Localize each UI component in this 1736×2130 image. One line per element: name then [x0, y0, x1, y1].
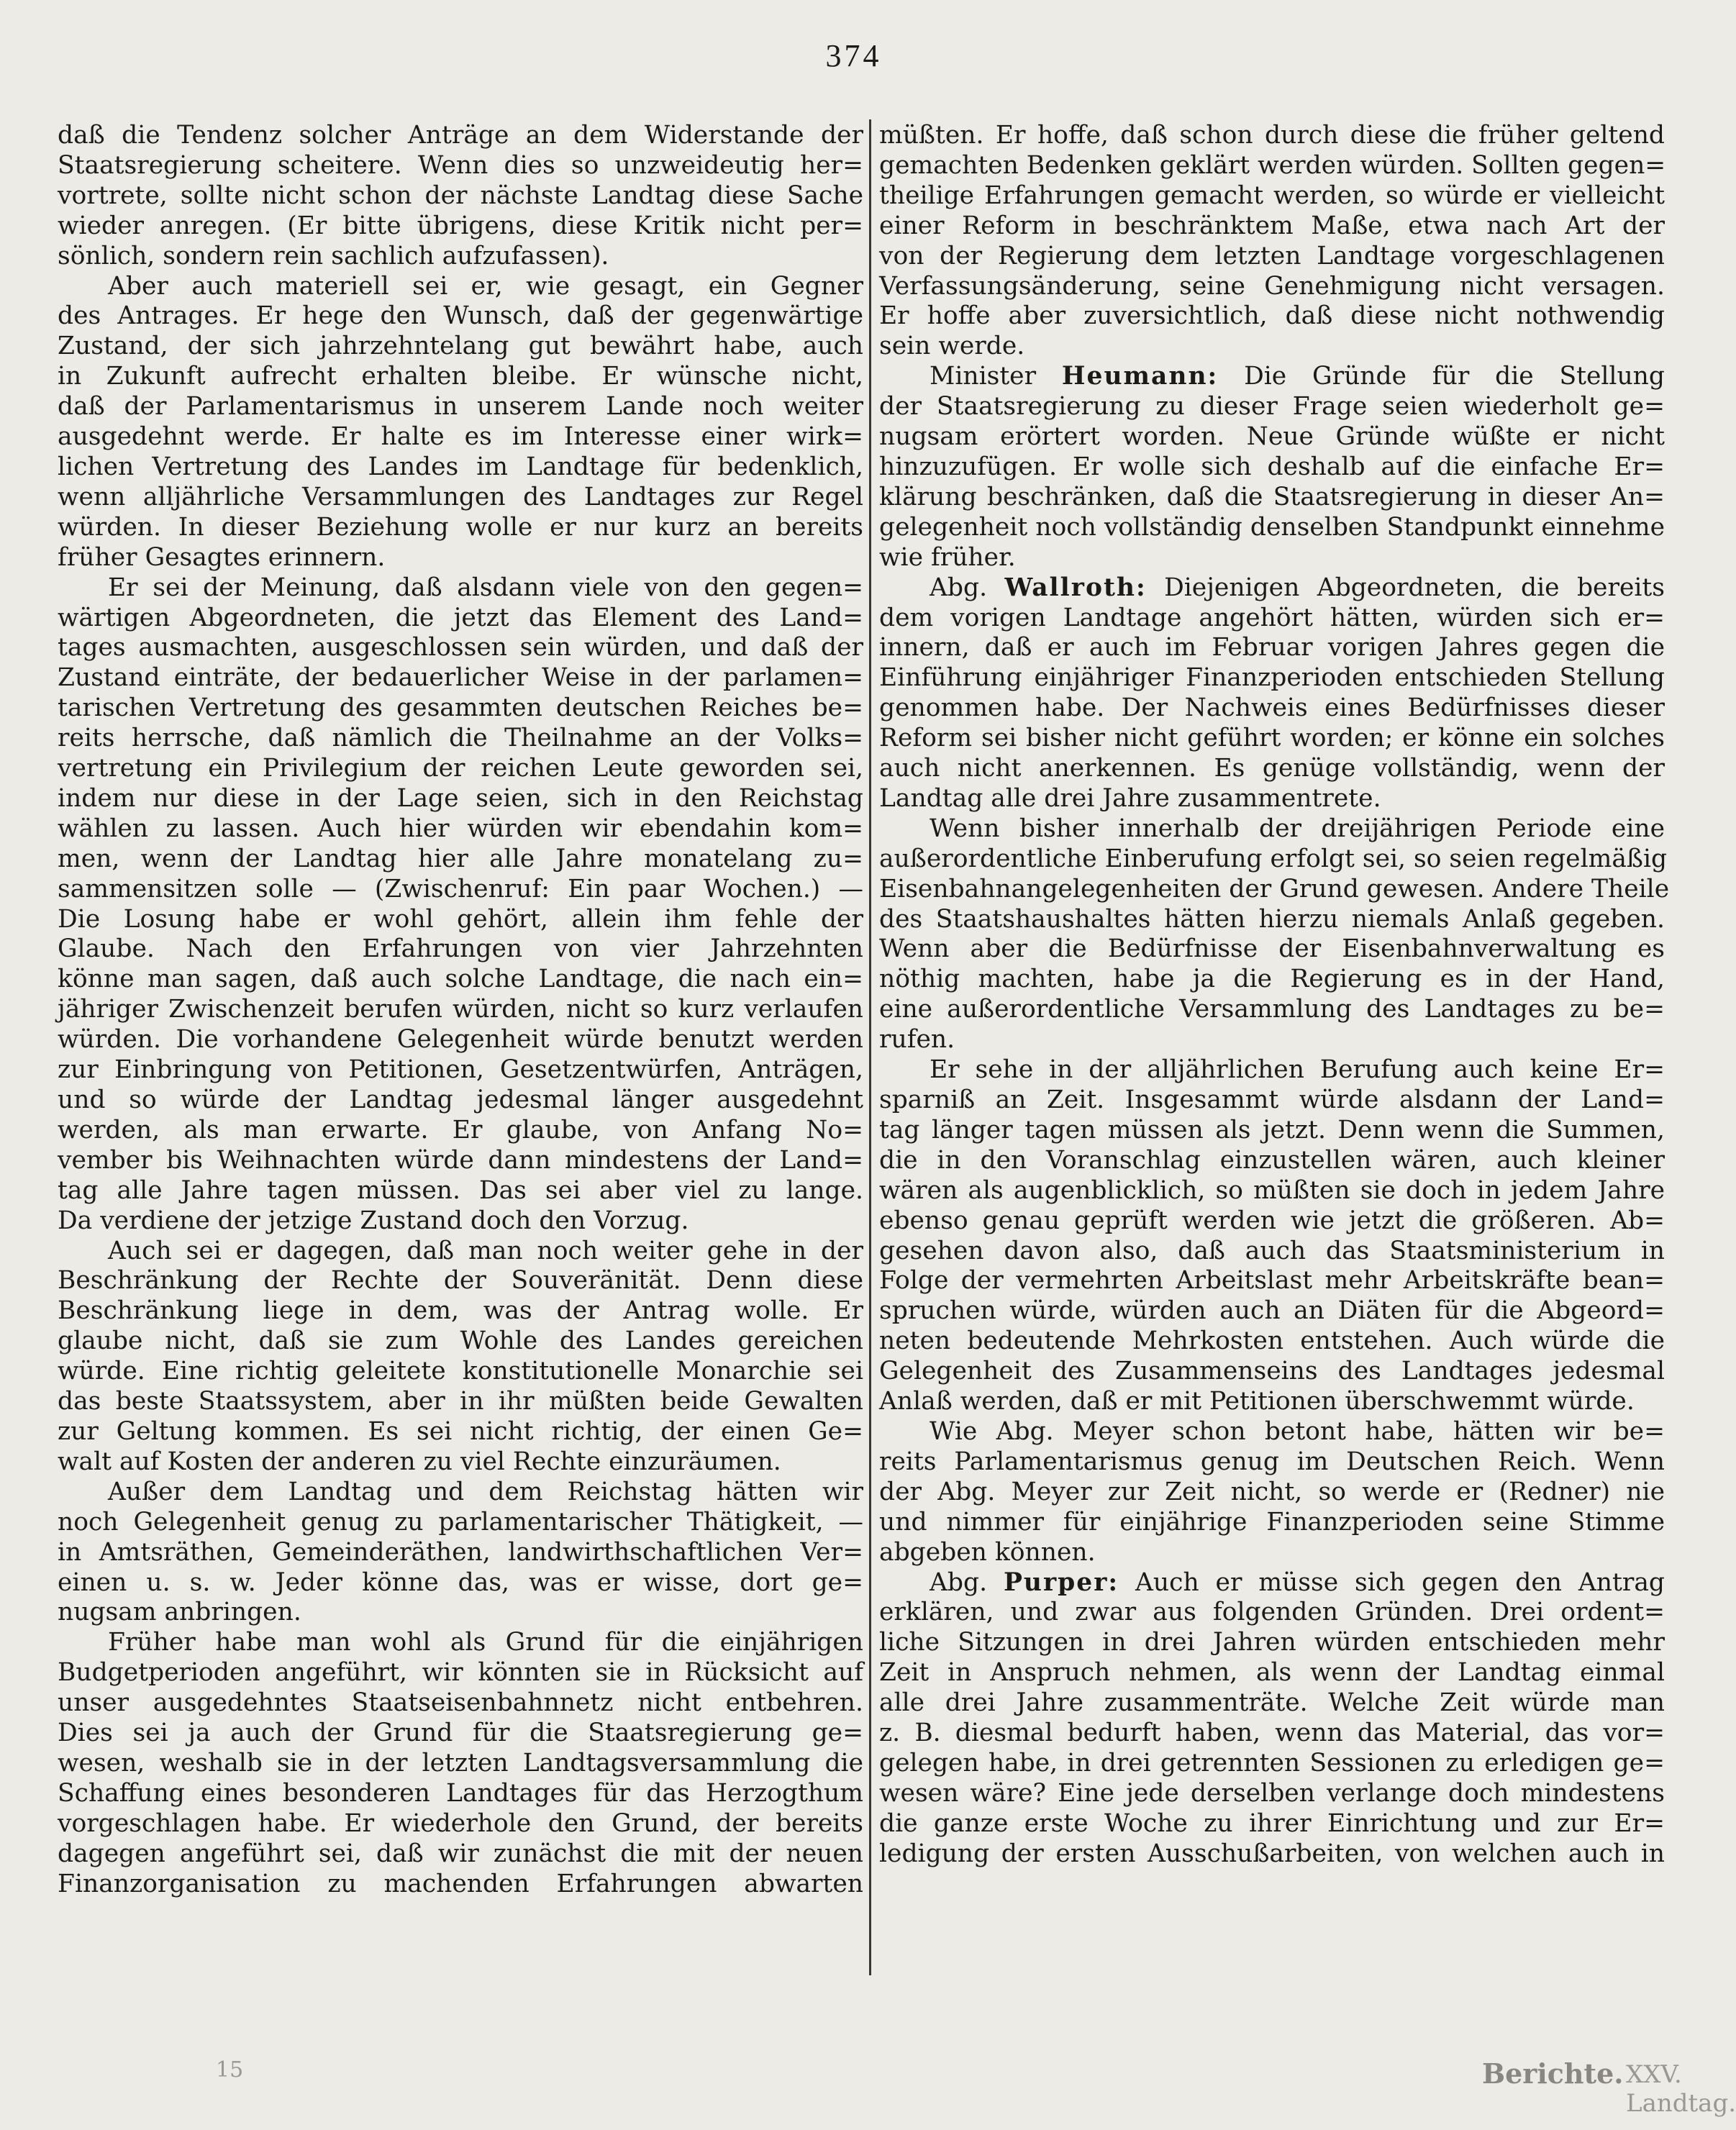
speaker-name: Purper: [1003, 1567, 1119, 1597]
text-line: Er hoffe aber zuversichtlich, daß diese nicht nothwendig [879, 301, 1665, 331]
text-line: Beschränkung der Rechte der Souveränität. Denn diese [58, 1266, 863, 1296]
text-line: men, wenn der Landtag hier alle Jahre monatelang zu= [58, 844, 863, 873]
text-line: Aber auch materiell sei er, wie gesagt, ein Gegner [108, 271, 863, 301]
speaker-name: Wallroth: [1004, 573, 1147, 602]
text-line: wieder anregen. (Er bitte übrigens, diese Kritik nicht per= [58, 211, 863, 240]
text-line: Wenn bisher innerhalb der dreijährigen Periode eine [930, 814, 1665, 843]
text-line: und so würde der Landtag jedesmal länger ausgedehnt [58, 1086, 863, 1114]
text-line: Landtag alle drei Jahre zusammentrete. [879, 783, 1381, 813]
text-line: jähriger Zwischenzeit berufen würden, nicht so kurz verlaufen [58, 995, 863, 1024]
text-line: der Staatsregierung zu dieser Frage seien wiederholt ge= [879, 392, 1665, 422]
text-line: Er sehe in der alljährlichen Berufung auch keine Er= [930, 1055, 1665, 1085]
text-line: vertretung ein Privilegium der reichen Leute geworden sei, [58, 754, 863, 783]
text-line: Die Losung habe er wohl gehört, allein ihm fehle der [58, 904, 863, 934]
text-line: Dies sei ja auch der Grund für die Staatsregierung ge= [58, 1719, 863, 1748]
text-line: nugsam anbringen. [58, 1598, 301, 1627]
text-line: Außer dem Landtag und dem Reichstag hätten wir [108, 1477, 863, 1506]
text-line: erklären, und zwar aus folgenden Gründen. Drei ordent= [879, 1598, 1665, 1627]
text-line: glaube nicht, daß sie zum Wohle des Landes gereichen [58, 1326, 863, 1356]
text-line: Reform sei bisher nicht geführt worden; er könne ein solches [879, 724, 1665, 753]
column-rule [869, 119, 871, 1975]
text-line: Zeit in Anspruch nehmen, als wenn der Landtag einmal [879, 1658, 1665, 1688]
text-line: theilige Erfahrungen gemacht werden, so würde er vielleicht [879, 181, 1665, 210]
text-line: indem nur diese in der Lage seien, sich in den Reichstag [58, 783, 863, 813]
text-line: einer Reform in beschränktem Maße, etwa nach Art der [879, 211, 1665, 240]
text-line: tages ausmachten, ausgeschlossen sein würden, und daß der [58, 633, 863, 663]
text-line: tag länger tagen müssen als jetzt. Denn wenn die Summen, [879, 1115, 1665, 1144]
text-line: nöthig machten, habe ja die Regierung es in der Hand, [879, 965, 1665, 994]
speaker-prefix: Abg. [930, 1567, 1004, 1597]
text-line: ebenso genau geprüft werden wie jetzt die größeren. Ab= [879, 1206, 1665, 1235]
text-line: spruchen würde, würden auch an Diäten für die Abgeord= [879, 1296, 1665, 1326]
text-line: tag alle Jahre tagen müssen. Das sei aber viel zu lange. [58, 1175, 863, 1205]
speaker-text: Diejenigen Abgeordneten, die bereits [1146, 573, 1665, 602]
text-line: Schaffung eines besonderen Landtages für das Herzogthum [58, 1778, 863, 1808]
text-line: wie früher. [879, 542, 1016, 572]
text-line: Zustand einträte, der bedauerlicher Weise in der parlamen= [58, 663, 863, 693]
text-line: das beste Staatssystem, aber in ihr müßten beide Gewalten [58, 1387, 863, 1416]
text-line: einen u. s. w. Jeder könne das, was er wisse, dort ge= [58, 1567, 863, 1597]
text-line: alle drei Jahre zusammenträte. Welche Zeit würde man [879, 1688, 1665, 1718]
text-line: Beschränkung liege in dem, was der Antrag wolle. Er [58, 1296, 863, 1326]
text-line: noch Gelegenheit genug zu parlamentarischer Thätigkeit, — [58, 1507, 863, 1537]
footer-title: Berichte. [1482, 2057, 1624, 2090]
speaker-text: Die Gründe für die Stellung [1218, 362, 1665, 391]
text-line: unser ausgedehntes Staatseisenbahnnetz nicht entbehren. [58, 1688, 863, 1718]
text-line: wenn alljährliche Versammlungen des Landtages zur Regel [58, 482, 863, 511]
text-line: hinzuzufügen. Er wolle sich deshalb auf die einfache Er= [879, 452, 1665, 481]
page-footer [216, 2057, 1736, 2118]
text-line [879, 1568, 1665, 1598]
text-line: außerordentliche Einberufung erfolgt sei, so seien regelmäßig [879, 844, 1668, 873]
signature-number: 15 [216, 2057, 244, 2083]
text-line: Staatsregierung scheitere. Wenn dies so unzweideutig her= [58, 150, 863, 180]
text-line: Zustand, der sich jahrzehntelang gut bewährt habe, auch [58, 332, 863, 361]
text-line: sein werde. [879, 332, 1025, 361]
text-line: dem vorigen Landtage angehört hätten, würden sich er= [879, 603, 1665, 632]
text-line: und nimmer für einjährige Finanzperioden seine Stimme [879, 1507, 1665, 1537]
text-line: liche Sitzungen in drei Jahren würden entschieden mehr [879, 1628, 1665, 1657]
text-line: Glaube. Nach den Erfahrungen von vier Jahrzehnten [58, 934, 863, 964]
text-line: in Amtsräthen, Gemeinderäthen, landwirthschaftlichen Ver= [58, 1537, 863, 1567]
text-line: wählen zu lassen. Auch hier würden wir ebendahin kom= [58, 814, 863, 843]
text-line: sparniß an Zeit. Insgesammt würde alsdann der Land= [879, 1086, 1665, 1114]
speaker-name: Heumann: [1061, 362, 1219, 391]
text-line: auch nicht anerkennen. Es genüge vollständig, wenn der [879, 754, 1665, 783]
text-line: nugsam erörtert worden. Neue Gründe wüßte er nicht [879, 422, 1665, 452]
text-line: wesen, weshalb sie in der letzten Landtagsversammlung die [58, 1748, 863, 1778]
text-line: Finanzorganisation zu machenden Erfahrungen abwarten [58, 1869, 863, 1898]
text-line: gelegen habe, in drei getrennten Sessionen zu erledigen ge= [879, 1748, 1665, 1778]
text-line: von der Regierung dem letzten Landtage vorgeschlagenen [879, 241, 1665, 270]
text-line: des Staatshaushaltes hätten hierzu niemals Anlaß gegeben. [879, 904, 1665, 934]
text-line: tarischen Vertretung des gesammten deutschen Reiches be= [58, 693, 863, 723]
speaker-prefix: Abg. [930, 573, 1005, 602]
text-line: Verfassungsänderung, seine Genehmigung nicht versagen. [879, 271, 1665, 301]
text-line: innern, daß er auch im Februar vorigen Jahres gegen die [879, 633, 1665, 663]
text-line: abgeben können. [879, 1537, 1096, 1567]
text-line: würden. In dieser Beziehung wolle er nur kurz an bereits [58, 512, 863, 542]
text-line: walt auf Kosten der anderen zu viel Rechte einzuräumen. [58, 1447, 781, 1476]
text-line: dagegen angeführt sei, daß wir zunächst die mit der neuen [58, 1839, 863, 1868]
text-line: Eisenbahnangelegenheiten der Grund gewesen. Andere Theile [879, 874, 1670, 904]
text-line: eine außerordentliche Versammlung des Landtages zu be= [879, 995, 1665, 1024]
page-number: 374 [825, 38, 882, 73]
text-line: Er sei der Meinung, daß alsdann viele von den gegen= [108, 573, 863, 602]
text-line: der Abg. Meyer zur Zeit nicht, so werde er (Redner) nie [879, 1477, 1665, 1506]
speaker-prefix: Minister [930, 362, 1062, 391]
text-line: früher Gesagtes erinnern. [58, 542, 386, 572]
text-line: wären als augenblicklich, so müßten sie doch in jedem Jahre [879, 1175, 1665, 1205]
text-line: Da verdiene der jetzige Zustand doch den Vorzug. [58, 1206, 689, 1235]
text-line: wärtigen Abgeordneten, die jetzt das Element des Land= [58, 603, 863, 632]
text-line: gelegenheit noch vollständig denselben Standpunkt einnehme [879, 512, 1665, 542]
text-line: Auch sei er dagegen, daß man noch weiter gehe in der [108, 1236, 863, 1265]
text-line: reits Parlamentarismus genug im Deutschen Reich. Wenn [879, 1447, 1665, 1476]
text-line: z. B. diesmal bedurft haben, wenn das Material, das vor= [879, 1719, 1665, 1748]
text-line: Früher habe man wohl als Grund für die einjährigen [108, 1628, 863, 1657]
text-line: vortrete, sollte nicht schon der nächste Landtag diese Sache [58, 181, 863, 210]
text-line: Folge der vermehrten Arbeitslast mehr Arbeitskräfte bean= [879, 1266, 1665, 1296]
text-line: des Antrages. Er hege den Wunsch, daß der gegenwärtige [58, 301, 863, 331]
text-line: Gelegenheit des Zusammenseins des Landtages jedesmal [879, 1357, 1665, 1386]
text-line: ausgedehnt werde. Er halte es im Interesse einer wirk= [58, 422, 863, 452]
text-line: in Zukunft aufrecht erhalten bleibe. Er wünsche nicht, [58, 362, 863, 391]
left-column [58, 121, 863, 1899]
text-line: könne man sagen, daß auch solche Landtage, die nach ein= [58, 965, 863, 994]
text-line: wesen wäre? Eine jede derselben verlange doch mindestens [879, 1778, 1665, 1808]
text-line: genommen habe. Der Nachweis eines Bedürfnisses dieser [879, 693, 1665, 723]
text-line: sönlich, sondern rein sachlich aufzufassen). [58, 241, 609, 270]
right-column [879, 121, 1670, 1870]
text-line: zur Geltung kommen. Es sei nicht richtig, der einen Ge= [58, 1416, 863, 1446]
text-line: gemachten Bedenken geklärt werden würden. Sollten gegen= [879, 150, 1666, 180]
text-line: Wie Abg. Meyer schon betont habe, hätten wir be= [930, 1416, 1665, 1446]
text-line: Anlaß werden, daß er mit Petitionen überschwemmt würde. [879, 1387, 1635, 1416]
text-line: Wenn aber die Bedürfnisse der Eisenbahnverwaltung es [879, 934, 1665, 964]
text-line: vorgeschlagen habe. Er wiederhole den Grund, der bereits [58, 1808, 863, 1838]
text-line: lichen Vertretung des Landes im Landtage für bedenklich, [58, 452, 863, 481]
text-line: ledigung der ersten Ausschußarbeiten, von welchen auch in [879, 1839, 1665, 1868]
text-line: neten bedeutende Mehrkosten entstehen. Auch würde die [879, 1326, 1665, 1356]
text-line: sammensitzen solle — (Zwischenruf: Ein paar Wochen.) — [58, 874, 863, 904]
text-line: daß die Tendenz solcher Anträge an dem Widerstande der [58, 121, 863, 150]
text-line: vember bis Weihnachten würde dann mindestens der Land= [58, 1145, 863, 1175]
text-line: zur Einbringung von Petitionen, Gesetzentwürfen, Anträgen, [58, 1055, 863, 1085]
text-line: würde. Eine richtig geleitete konstitutionelle Monarchie sei [58, 1357, 863, 1386]
text-line: Budgetperioden angeführt, wir könnten sie in Rücksicht auf [58, 1658, 863, 1688]
text-line: würden. Die vorhandene Gelegenheit würde benutzt werden [58, 1025, 863, 1055]
text-line: rufen. [879, 1025, 955, 1055]
speaker-text: Auch er müsse sich gegen den Antrag [1119, 1567, 1665, 1597]
text-line [879, 573, 1665, 604]
text-line: gesehen davon also, daß auch das Staatsministerium in [879, 1236, 1665, 1265]
text-line [879, 362, 1665, 392]
text-line: die ganze erste Woche zu ihrer Einrichtung und zur Er= [879, 1808, 1665, 1838]
footer-subtitle: XXV. Landtag. [1626, 2060, 1736, 2118]
text-line: klärung beschränken, daß die Staatsregierung in dieser An= [879, 482, 1665, 511]
text-line: werden, als man erwarte. Er glaube, von Anfang No= [58, 1115, 863, 1144]
text-line: müßten. Er hoffe, daß schon durch diese die früher geltend [879, 121, 1665, 150]
text-line: reits herrsche, daß nämlich die Theilnahme an der Volks= [58, 724, 863, 753]
text-line: die in den Voranschlag einzustellen wären, auch kleiner [879, 1145, 1665, 1175]
text-line: Einführung einjähriger Finanzperioden entschieden Stellung [879, 663, 1665, 693]
text-line: daß der Parlamentarismus in unserem Lande noch weiter [58, 392, 863, 422]
